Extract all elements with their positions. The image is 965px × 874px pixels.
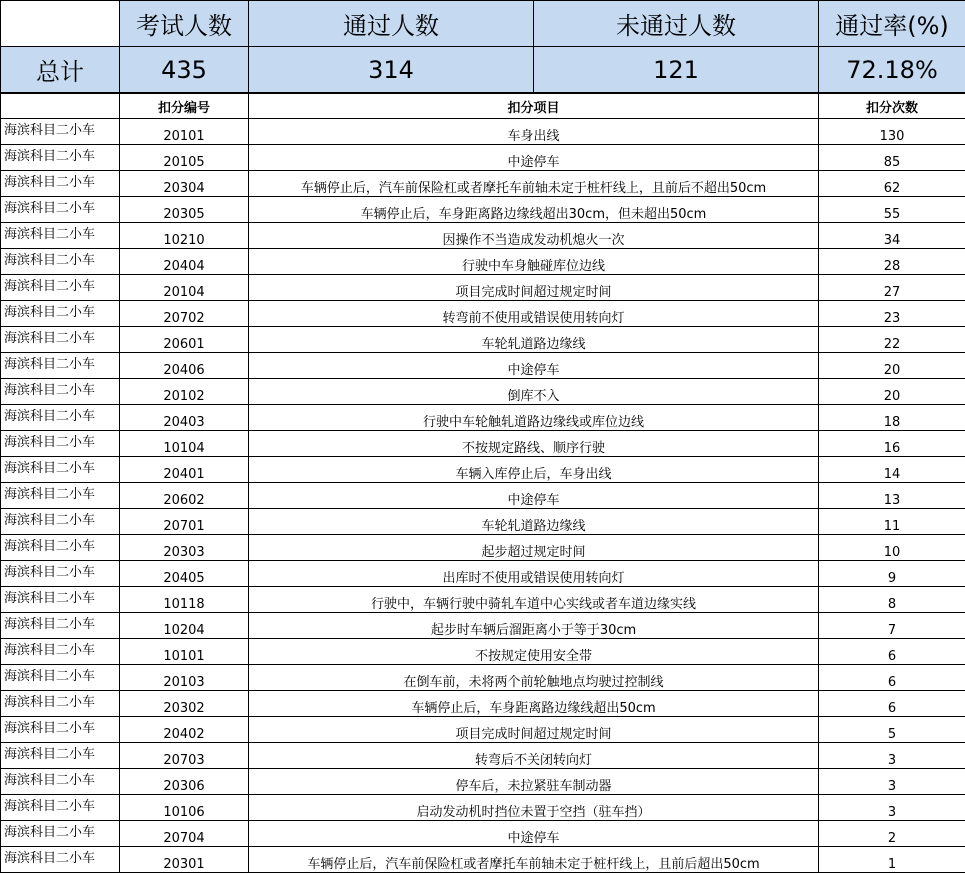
row-count: 9 bbox=[819, 561, 965, 587]
table-row bbox=[1, 405, 965, 431]
row-site: 海滨科目二小车 bbox=[1, 171, 120, 197]
row-item: 车辆停止后，车身距离路边缘线超出30cm，但未超出50cm bbox=[249, 197, 819, 223]
row-count: 85 bbox=[819, 145, 965, 171]
row-site: 海滨科目二小车 bbox=[1, 457, 120, 483]
row-item: 中途停车 bbox=[249, 145, 819, 171]
row-item: 行驶中车身触碰库位边线 bbox=[249, 249, 819, 275]
row-code: 20402 bbox=[120, 717, 249, 743]
row-item: 在倒车前，未将两个前轮触地点均驶过控制线 bbox=[249, 665, 819, 691]
row-count: 18 bbox=[819, 405, 965, 431]
row-item: 行驶中车轮触轧道路边缘线或库位边线 bbox=[249, 405, 819, 431]
row-site: 海滨科目二小车 bbox=[1, 275, 120, 301]
row-code: 10118 bbox=[120, 587, 249, 613]
row-item: 项目完成时间超过规定时间 bbox=[249, 717, 819, 743]
row-count: 130 bbox=[819, 119, 965, 145]
row-code: 20702 bbox=[120, 301, 249, 327]
row-item: 项目完成时间超过规定时间 bbox=[249, 275, 819, 301]
row-item: 起步时车辆后溜距离小于等于30cm bbox=[249, 613, 819, 639]
table-row bbox=[1, 587, 965, 613]
row-item: 车辆停止后，汽车前保险杠或者摩托车前轴未定于桩杆线上，且前后超出50cm bbox=[249, 847, 819, 873]
row-site: 海滨科目二小车 bbox=[1, 613, 120, 639]
table-row bbox=[1, 379, 965, 405]
row-site: 海滨科目二小车 bbox=[1, 821, 120, 847]
row-item: 车轮轧道路边缘线 bbox=[249, 327, 819, 353]
row-site: 海滨科目二小车 bbox=[1, 405, 120, 431]
row-site: 海滨科目二小车 bbox=[1, 717, 120, 743]
row-code: 20104 bbox=[120, 275, 249, 301]
row-item: 车轮轧道路边缘线 bbox=[249, 509, 819, 535]
table-row bbox=[1, 509, 965, 535]
row-code: 20102 bbox=[120, 379, 249, 405]
row-code: 20303 bbox=[120, 535, 249, 561]
row-site: 海滨科目二小车 bbox=[1, 119, 120, 145]
row-item: 不按规定路线、顺序行驶 bbox=[249, 431, 819, 457]
row-site: 海滨科目二小车 bbox=[1, 769, 120, 795]
table-row bbox=[1, 171, 965, 197]
row-item: 起步超过规定时间 bbox=[249, 535, 819, 561]
table-row bbox=[1, 249, 965, 275]
row-site: 海滨科目二小车 bbox=[1, 197, 120, 223]
row-count: 10 bbox=[819, 535, 965, 561]
table-row bbox=[1, 197, 965, 223]
row-count: 2 bbox=[819, 821, 965, 847]
row-code: 20404 bbox=[120, 249, 249, 275]
row-code: 10210 bbox=[120, 223, 249, 249]
row-item: 转弯后不关闭转向灯 bbox=[249, 743, 819, 769]
table-row bbox=[1, 769, 965, 795]
row-item: 车辆停止后，车身距离路边缘线超出50cm bbox=[249, 691, 819, 717]
row-count: 28 bbox=[819, 249, 965, 275]
row-item: 不按规定使用安全带 bbox=[249, 639, 819, 665]
row-code: 20602 bbox=[120, 483, 249, 509]
row-site: 海滨科目二小车 bbox=[1, 509, 120, 535]
row-item: 车辆入库停止后，车身出线 bbox=[249, 457, 819, 483]
summary-header-fail-count: 未通过人数 bbox=[534, 1, 819, 47]
row-count: 20 bbox=[819, 379, 965, 405]
row-site: 海滨科目二小车 bbox=[1, 353, 120, 379]
table-row bbox=[1, 275, 965, 301]
row-code: 10101 bbox=[120, 639, 249, 665]
row-count: 3 bbox=[819, 795, 965, 821]
row-site: 海滨科目二小车 bbox=[1, 639, 120, 665]
row-count: 55 bbox=[819, 197, 965, 223]
row-code: 20306 bbox=[120, 769, 249, 795]
row-count: 62 bbox=[819, 171, 965, 197]
row-code: 20403 bbox=[120, 405, 249, 431]
row-code: 20105 bbox=[120, 145, 249, 171]
row-code: 20101 bbox=[120, 119, 249, 145]
row-item: 中途停车 bbox=[249, 483, 819, 509]
table-row bbox=[1, 613, 965, 639]
row-item: 停车后，未拉紧驻车制动器 bbox=[249, 769, 819, 795]
row-item: 出库时不使用或错误使用转向灯 bbox=[249, 561, 819, 587]
row-code: 20305 bbox=[120, 197, 249, 223]
row-code: 20701 bbox=[120, 509, 249, 535]
row-item: 因操作不当造成发动机熄火一次 bbox=[249, 223, 819, 249]
row-code: 20703 bbox=[120, 743, 249, 769]
row-code: 20401 bbox=[120, 457, 249, 483]
row-count: 14 bbox=[819, 457, 965, 483]
row-site: 海滨科目二小车 bbox=[1, 379, 120, 405]
table-row bbox=[1, 847, 965, 873]
table-row bbox=[1, 431, 965, 457]
row-count: 23 bbox=[819, 301, 965, 327]
row-item: 车身出线 bbox=[249, 119, 819, 145]
row-count: 1 bbox=[819, 847, 965, 873]
summary-corner-cell bbox=[1, 1, 120, 47]
row-site: 海滨科目二小车 bbox=[1, 431, 120, 457]
table-row bbox=[1, 457, 965, 483]
table-row bbox=[1, 353, 965, 379]
row-count: 6 bbox=[819, 665, 965, 691]
summary-pass-count: 314 bbox=[249, 47, 534, 94]
summary-header-exam-count: 考试人数 bbox=[120, 1, 249, 47]
row-site: 海滨科目二小车 bbox=[1, 145, 120, 171]
row-site: 海滨科目二小车 bbox=[1, 795, 120, 821]
row-count: 34 bbox=[819, 223, 965, 249]
row-count: 8 bbox=[819, 587, 965, 613]
row-count: 5 bbox=[819, 717, 965, 743]
row-code: 20405 bbox=[120, 561, 249, 587]
table-row bbox=[1, 639, 965, 665]
row-site: 海滨科目二小车 bbox=[1, 301, 120, 327]
row-item: 转弯前不使用或错误使用转向灯 bbox=[249, 301, 819, 327]
row-site: 海滨科目二小车 bbox=[1, 691, 120, 717]
row-code: 10204 bbox=[120, 613, 249, 639]
detail-header-count: 扣分次数 bbox=[819, 93, 965, 119]
row-count: 20 bbox=[819, 353, 965, 379]
table-row bbox=[1, 535, 965, 561]
table-row bbox=[1, 327, 965, 353]
row-code: 20704 bbox=[120, 821, 249, 847]
row-site: 海滨科目二小车 bbox=[1, 665, 120, 691]
summary-header-pass-count: 通过人数 bbox=[249, 1, 534, 47]
row-site: 海滨科目二小车 bbox=[1, 223, 120, 249]
summary-fail-count: 121 bbox=[534, 47, 819, 94]
row-count: 16 bbox=[819, 431, 965, 457]
detail-header-site bbox=[1, 93, 120, 119]
table-row bbox=[1, 301, 965, 327]
row-count: 11 bbox=[819, 509, 965, 535]
table-row bbox=[1, 119, 965, 145]
row-item: 中途停车 bbox=[249, 821, 819, 847]
row-code: 20301 bbox=[120, 847, 249, 873]
row-code: 20601 bbox=[120, 327, 249, 353]
table-row bbox=[1, 145, 965, 171]
row-code: 20304 bbox=[120, 171, 249, 197]
row-item: 车辆停止后，汽车前保险杠或者摩托车前轴未定于桩杆线上，且前后不超出50cm bbox=[249, 171, 819, 197]
table-row bbox=[1, 665, 965, 691]
summary-header-pass-rate: 通过率(%) bbox=[819, 1, 965, 47]
row-item: 启动发动机时挡位未置于空挡（驻车挡） bbox=[249, 795, 819, 821]
row-site: 海滨科目二小车 bbox=[1, 535, 120, 561]
summary-total-row bbox=[1, 47, 965, 94]
table-row bbox=[1, 717, 965, 743]
row-site: 海滨科目二小车 bbox=[1, 847, 120, 873]
table-row bbox=[1, 483, 965, 509]
row-count: 27 bbox=[819, 275, 965, 301]
row-code: 20103 bbox=[120, 665, 249, 691]
table-row bbox=[1, 561, 965, 587]
row-site: 海滨科目二小车 bbox=[1, 561, 120, 587]
row-count: 13 bbox=[819, 483, 965, 509]
detail-header-item: 扣分项目 bbox=[249, 93, 819, 119]
row-count: 3 bbox=[819, 743, 965, 769]
row-item: 行驶中，车辆行驶中骑轧车道中心实线或者车道边缘实线 bbox=[249, 587, 819, 613]
row-site: 海滨科目二小车 bbox=[1, 743, 120, 769]
summary-total-label: 总计 bbox=[1, 47, 120, 94]
row-site: 海滨科目二小车 bbox=[1, 327, 120, 353]
row-item: 中途停车 bbox=[249, 353, 819, 379]
row-code: 20302 bbox=[120, 691, 249, 717]
table-row bbox=[1, 795, 965, 821]
row-count: 6 bbox=[819, 639, 965, 665]
row-code: 10104 bbox=[120, 431, 249, 457]
row-count: 22 bbox=[819, 327, 965, 353]
row-count: 3 bbox=[819, 769, 965, 795]
row-count: 6 bbox=[819, 691, 965, 717]
row-code: 20406 bbox=[120, 353, 249, 379]
row-site: 海滨科目二小车 bbox=[1, 249, 120, 275]
table-row bbox=[1, 743, 965, 769]
row-code: 10106 bbox=[120, 795, 249, 821]
row-site: 海滨科目二小车 bbox=[1, 483, 120, 509]
summary-exam-count: 435 bbox=[120, 47, 249, 94]
summary-pass-rate: 72.18% bbox=[819, 47, 965, 94]
row-item: 倒库不入 bbox=[249, 379, 819, 405]
table-row bbox=[1, 223, 965, 249]
table-row bbox=[1, 821, 965, 847]
summary-header-row bbox=[1, 1, 965, 47]
row-count: 7 bbox=[819, 613, 965, 639]
row-site: 海滨科目二小车 bbox=[1, 587, 120, 613]
detail-header-row bbox=[1, 93, 965, 119]
detail-header-code: 扣分编号 bbox=[120, 93, 249, 119]
table-row bbox=[1, 691, 965, 717]
